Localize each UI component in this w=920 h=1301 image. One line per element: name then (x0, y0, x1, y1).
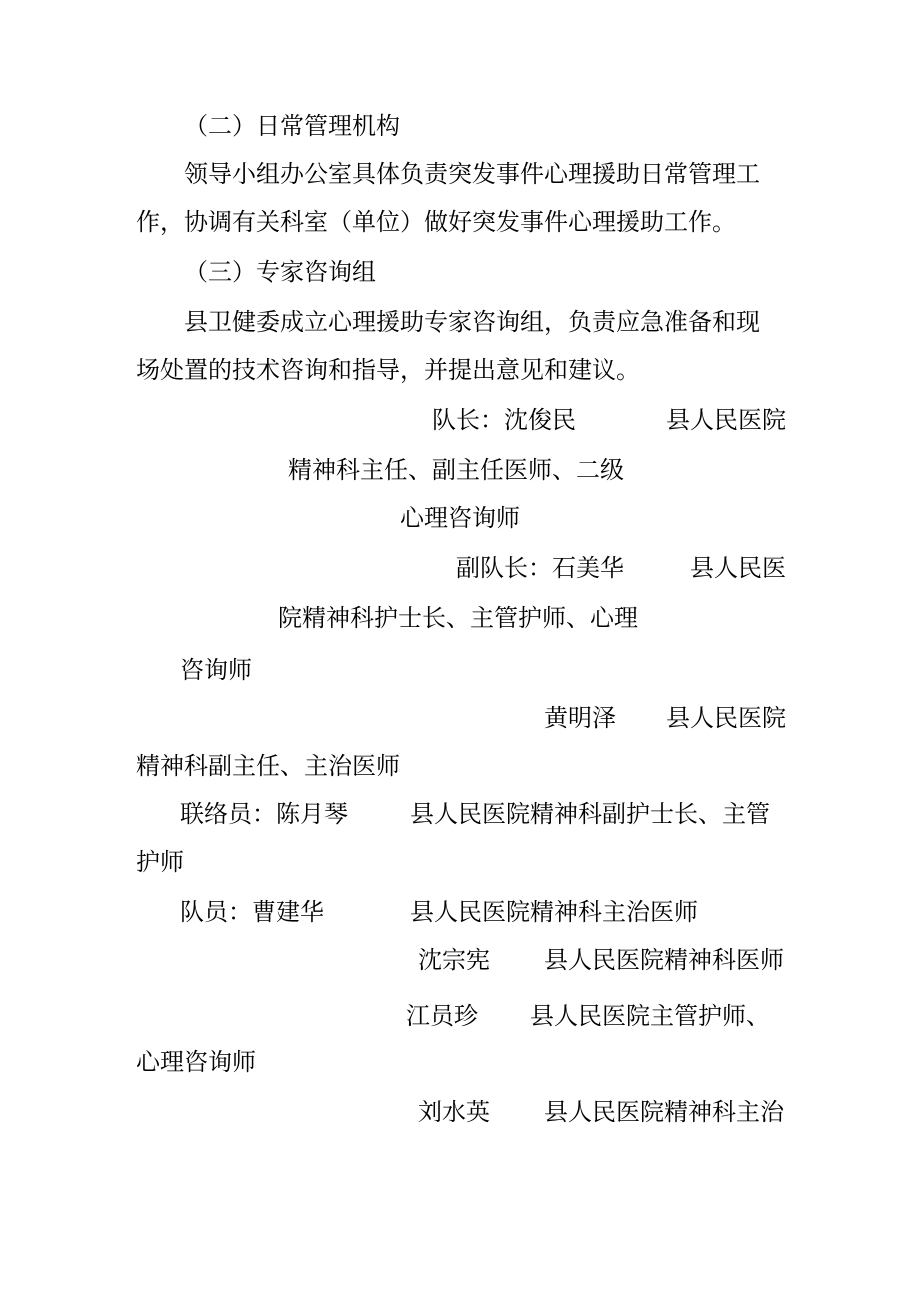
member-vice-captain-name: 副队长：石美华 (456, 554, 624, 582)
member-team-affiliation: 县人民医院精神科主治医师 (410, 898, 698, 926)
member-vice-captain-title-cont: 咨询师 (180, 656, 252, 684)
member-affiliation: 县人民医院主管护师、 (530, 1002, 770, 1030)
section-heading-daily-management: （二）日常管理机构 (184, 112, 400, 140)
member-team-name: 队员：曹建华 (180, 898, 324, 926)
member-name: 沈宗宪 (418, 946, 490, 974)
paragraph-line: 场处置的技术咨询和指导，并提出意见和建议。 (136, 356, 640, 384)
paragraph-line: 领导小组办公室具体负责突发事件心理援助日常管理工 (184, 160, 760, 188)
member-name: 黄明泽 (544, 704, 616, 732)
member-name: 刘水英 (418, 1098, 490, 1126)
member-captain-name: 队长：沈俊民 (432, 406, 576, 434)
member-affiliation: 县人民医院精神科主治 (544, 1098, 784, 1126)
member-affiliation: 县人民医院精神科医师 (544, 946, 784, 974)
member-liaison-name: 联络员：陈月琴 (180, 800, 348, 828)
paragraph-line: 县卫健委成立心理援助专家咨询组，负责应急准备和现 (184, 308, 760, 336)
member-liaison-title-cont: 护师 (136, 848, 184, 876)
member-captain-title-cont: 心理咨询师 (400, 504, 520, 532)
paragraph-line: 作，协调有关科室（单位）做好突发事件心理援助工作。 (136, 208, 736, 236)
member-captain-affiliation: 县人民医院 (666, 406, 786, 434)
member-vice-captain-affiliation: 县人民医 (690, 554, 786, 582)
member-title: 精神科副主任、主治医师 (136, 752, 400, 780)
member-liaison-affiliation: 县人民医院精神科副护士长、主管 (410, 800, 770, 828)
section-heading-expert-group: （三）专家咨询组 (184, 258, 376, 286)
member-affiliation: 县人民医院 (666, 704, 786, 732)
member-name: 江员珍 (406, 1002, 478, 1030)
member-title-cont: 心理咨询师 (136, 1048, 256, 1076)
member-vice-captain-title: 院精神科护士长、主管护师、心理 (278, 604, 638, 632)
member-captain-title: 精神科主任、副主任医师、二级 (288, 456, 624, 484)
